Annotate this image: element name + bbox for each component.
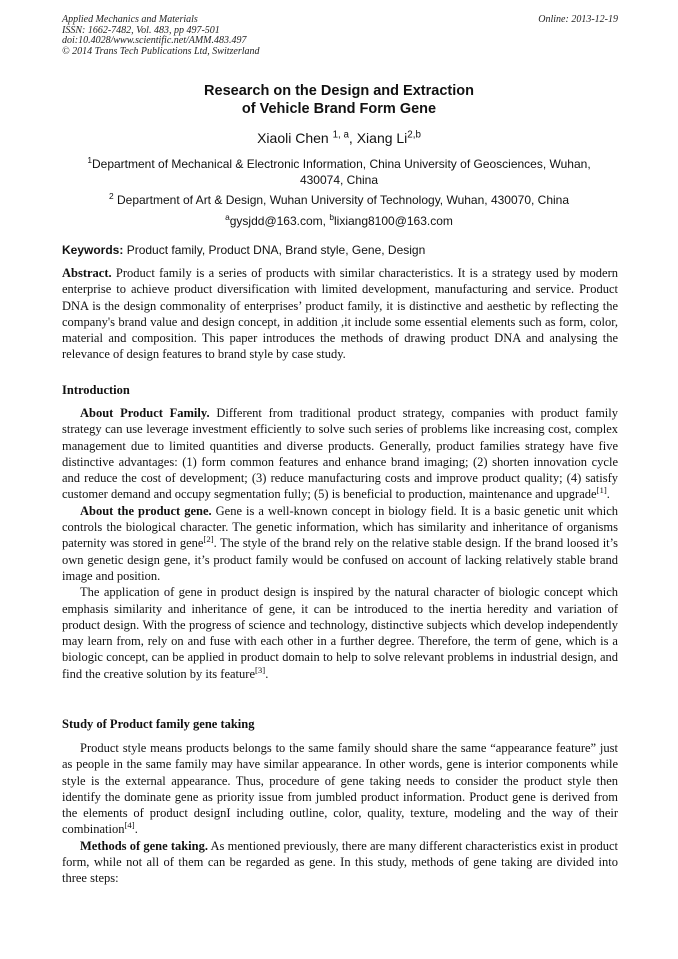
citation-2: [2] bbox=[203, 534, 214, 545]
affiliation-1 bbox=[70, 156, 608, 188]
gene-taking-text: As mentioned previously, there are many different characteristics exist in product form, while not all of them can be regarded as gene. In this study, methods of gene taking are divided into three steps: bbox=[62, 838, 619, 886]
abstract-label: Abstract. bbox=[62, 266, 112, 280]
issn-line: ISSN: 1662-7482, Vol. 483, pp 497-501 bbox=[62, 24, 220, 36]
product-gene-text-2: . The style of the brand rely on the relative stable design. If the brand loosed it’s own genetic design gene, it’s product family would be confused on account of lacking relatively stable brand image and position. bbox=[62, 536, 618, 583]
paragraph-gene-taking bbox=[62, 838, 618, 887]
email-b-marker: b bbox=[329, 212, 334, 222]
author-2-marker: 2,b bbox=[407, 129, 421, 141]
author-1-marker: 1, a bbox=[332, 129, 349, 141]
email-a: gysjdd@163.com, bbox=[229, 214, 330, 228]
copyright-line: © 2014 Trans Tech Publications Ltd, Switzerland bbox=[62, 45, 260, 57]
online-date: Online: 2013-12-19 bbox=[538, 14, 618, 25]
keywords-label: Keywords: bbox=[62, 243, 124, 257]
email-a-marker: a bbox=[225, 212, 230, 222]
title-line-1: Research on the Design and Extraction bbox=[204, 83, 474, 99]
product-gene-text: Gene is a well-known concept in biology field. It is a basic genetic unit which controls the biological character. The genetic information, which has similarity and inheritance of organisms paternity was stored in gene bbox=[62, 503, 619, 551]
citation-3: [3] bbox=[255, 664, 266, 675]
product-family-label: About Product Family. bbox=[80, 406, 210, 420]
product-style-text: Product style means products belongs to the same family should share the same “appearance feature” just as people in the same family may have similar appearance. In other words, gene is interior components while style is the external appearance. Thus, procedure of gene taking needs to consider the product style then identify the dominate gene as priority issue from jumbled product information. Product gene is derived from the elements of product designI including outline, color, quality, texture, modeling and the way of their combination bbox=[62, 741, 618, 837]
affiliation-2 bbox=[70, 192, 608, 208]
keywords bbox=[62, 243, 618, 257]
keywords-text: Product family, Product DNA, Brand style, Gene, Design bbox=[123, 243, 426, 257]
author-2: Xiang Li bbox=[356, 130, 408, 146]
paragraph-product-gene bbox=[62, 503, 618, 584]
author-list bbox=[0, 130, 678, 146]
paragraph-product-style bbox=[62, 740, 618, 838]
study-heading: Study of Product family gene taking bbox=[62, 717, 255, 731]
paragraph-gene-application bbox=[62, 584, 618, 682]
introduction-heading: Introduction bbox=[62, 383, 130, 397]
affiliation-1-text: Department of Mechanical & Electronic Information, China University of Geosciences, Wuhan, 430074, China bbox=[91, 157, 591, 187]
citation-4: [4] bbox=[124, 820, 135, 831]
author-1: Xiaoli Chen bbox=[257, 130, 333, 146]
study-body bbox=[62, 740, 618, 887]
abstract bbox=[62, 265, 618, 363]
paper-title bbox=[0, 82, 678, 118]
gene-application-text: The application of gene in product design is inspired by the natural character of biologic concept which emphasis similarity and inheritance of gene, it can be introduced to the inertia heredity and variation of product design. With the progress of science and technology, distinctive subjects which develop independently may learn from, rely on and fuse with each other in a further degree. Therefore, the term of gene, which is a biologic concept, can be applied in product domain to help to solve relevant problems in industrial design, and find the creative solution by its feature bbox=[62, 585, 618, 681]
author-separator: , bbox=[348, 130, 357, 146]
title-line-2: of Vehicle Brand Form Gene bbox=[241, 101, 437, 117]
product-gene-label: About the product gene. bbox=[80, 503, 212, 518]
affiliation-2-text: Department of Art & Design, Wuhan University of Technology, Wuhan, 430070, China bbox=[113, 193, 570, 207]
journal-name: Applied Mechanics and Materials bbox=[62, 14, 198, 25]
affiliation-1-marker: 1 bbox=[87, 155, 92, 165]
gene-application-end: . bbox=[265, 666, 269, 681]
doi-line: doi:10.4028/www.scientific.net/AMM.483.497 bbox=[62, 35, 247, 47]
affiliation-2-marker: 2 bbox=[108, 191, 114, 201]
journal-header bbox=[62, 15, 618, 57]
product-family-end: . bbox=[606, 487, 610, 502]
abstract-text: Product family is a series of products with similar characteristics. It is a strategy used by modern enterprise to achieve product diversification with limited development, manufacturing and service. Product DNA is the design commonality of enterprises’ product family, it is distinctive and aesthetic by reflecting the company's brand value and design concept, in addition ,it include some essential elements such as form, color, material and composition. This paper introduces the methods of drawing product DNA and analysing the relevance of design features to brand style by case study. bbox=[62, 266, 618, 362]
citation-1: [1] bbox=[596, 485, 607, 496]
product-family-text: Different from traditional product strategy, companies with product family strategy can use leverage investment efficiently to solve such series of problems like increasing cost, complex management due to limited quantities and diverse products. Generally, product families strategy have five distinctive advantages: (1) form common features and enhance brand imaging; (2) shorten innovation cycle and reduce the cost of development; (3) reduce manufacturing costs and improve product quality; (4) satisfy customer demand and occupy segmentation fully; (5) is beneficial to production, maintenance and upgrade bbox=[62, 406, 618, 502]
introduction-body bbox=[62, 405, 618, 682]
author-emails bbox=[0, 214, 678, 228]
paragraph-product-family bbox=[62, 405, 618, 503]
gene-taking-label: Methods of gene taking. bbox=[80, 838, 208, 853]
product-style-end: . bbox=[134, 822, 138, 837]
email-b: lixiang8100@163.com bbox=[333, 214, 453, 228]
